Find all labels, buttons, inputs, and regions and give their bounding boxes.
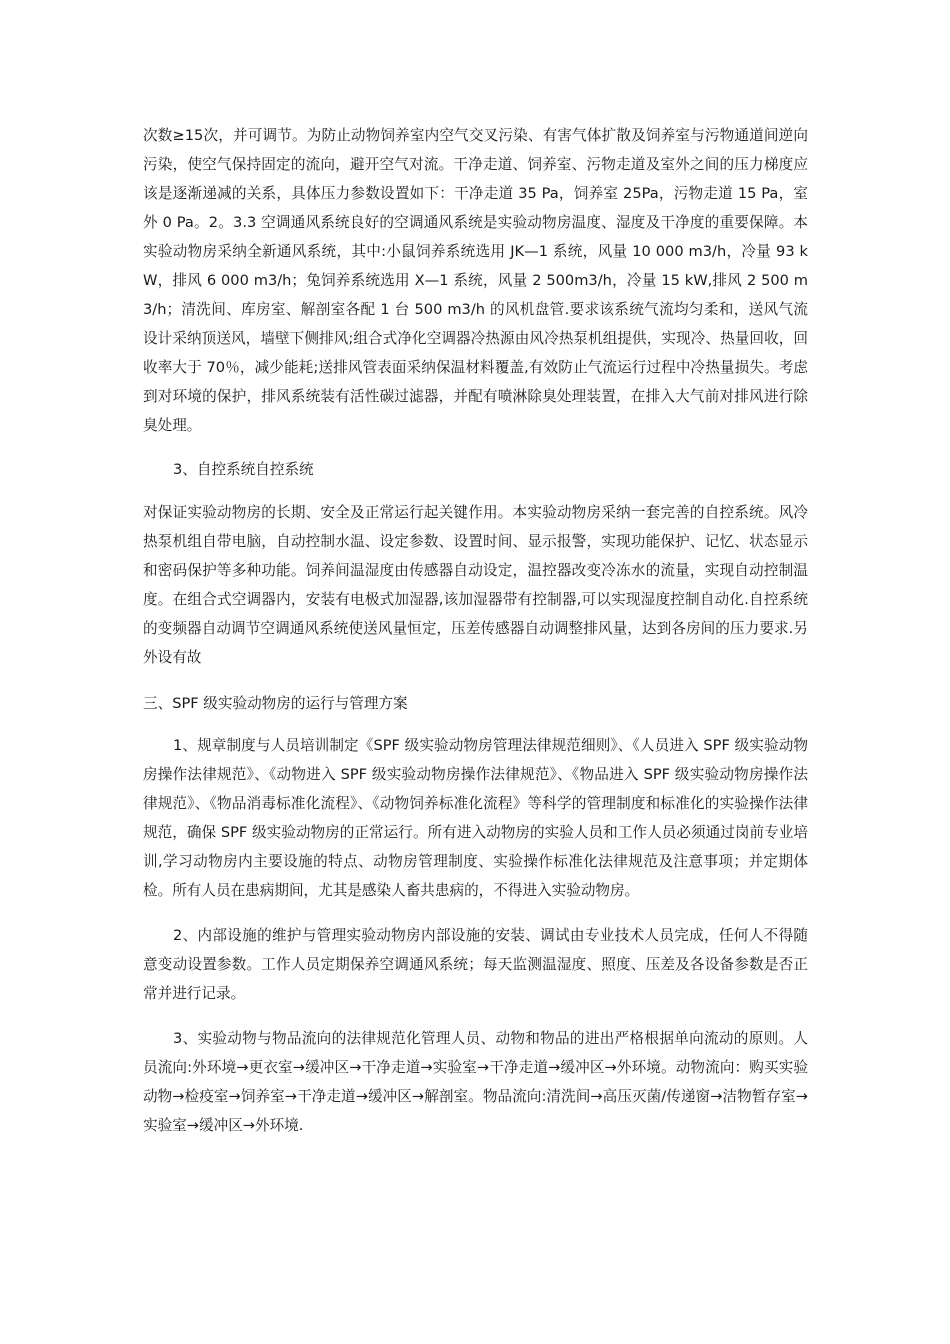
subheading-control-system: 3、自控系统自控系统 bbox=[173, 461, 314, 478]
paragraph-maintenance: 2、内部设施的维护与管理实验动物房内部设施的安装、调试由专业技术人员完成，任何人不得随意变动设置参数。工作人员定期保养空调通风系统；每天监测温湿度、照度、压差及各设备参数是否正常并进行记录。 bbox=[143, 927, 808, 1002]
paragraph-regulations: 1、规章制度与人员培训制定《SPF 级实验动物房管理法律规范细则》、《人员进入 SPF 级实验动物房操作法律规范》、《动物进入 SPF 级实验动物房操作法律规范》、《物品进入 SPF 级实验动物房操作法律规范》、《物品消毒标准化流程》、《动物饲养标准化流程》等科学的管理制度和标准化的实验操作法律规范，确保 SPF 级实验动物房的正常运行。所有进入动物房的实验人员和工作人员必须通过岗前专业培训,学习动物房内主要设施的特点、动物房管理制度、实验操作标准化法律规范及注意事项；并定期体检。所有人员在患病期间，尤其是感染人畜共患病的，不得进入实验动物房。 bbox=[143, 737, 808, 899]
section-heading-operation: 三、SPF 级实验动物房的运行与管理方案 bbox=[143, 695, 408, 712]
paragraph-control-system: 对保证实验动物房的长期、安全及正常运行起关键作用。本实验动物房采纳一套完善的自控系统。风冷热泵机组自带电脑，自动控制水温、设定参数、设置时间、显示报警，实现功能保护、记忆、状态显示和密码保护等多种功能。饲养间温湿度由传感器自动设定，温控器改变冷冻水的流量，实现自动控制温度。在组合式空调器内，安装有电极式加湿器,该加湿器带有控制器,可以实现湿度控制自动化.自控系统的变频器自动调节空调通风系统使送风量恒定，压差传感器自动调整排风量，达到各房间的压力要求.另外设有故 bbox=[143, 504, 808, 666]
document-body bbox=[143, 121, 808, 1140]
paragraph-flow-management: 3、实验动物与物品流向的法律规范化管理人员、动物和物品的进出严格根据单向流动的原则。人员流向:外环境→更衣室→缓冲区→干净走道→实验室→干净走道→缓冲区→外环境。动物流向：购买实验动物→检疫室→饲养室→干净走道→缓冲区→解剖室。物品流向:清洗间→高压灭菌/传递窗→洁物暂存室→实验室→缓冲区→外环境. bbox=[143, 1030, 808, 1134]
paragraph-ventilation: 次数≥15次，并可调节。为防止动物饲养室内空气交叉污染、有害气体扩散及饲养室与污物通道间逆向污染，使空气保持固定的流向，避开空气对流。干净走道、饲养室、污物走道及室外之间的压力梯度应该是逐渐递减的关系，具体压力参数设置如下：干净走道 35 Pa，饲养室 25Pa，污物走道 15 Pa，室外 0 Pa。2。3.3 空调通风系统良好的空调通风系统是实验动物房温度、湿度及干净度的重要保障。本实验动物房采纳全新通风系统，其中:小鼠饲养系统选用 JK—1 系统，风量 10 000 m3/h，冷量 93 kW，排风 6 000 m3/h；兔饲养系统选用 X—1 系统，风量 2 500m3/h，冷量 15 kW,排风 2 500 m3/h；清洗间、库房室、解剖室各配 1 台 500 m3/h 的风机盘管.要求该系统气流均匀柔和，送风气流设计采纳顶送风，墙壁下侧排风;组合式净化空调器冷热源由风冷热泵机组提供，实现冷、热量回收，回收率大于 70％，减少能耗;送排风管表面采纳保温材料覆盖,有效防止气流运行过程中冷热量损失。考虑到对环境的保护，排风系统装有活性碳过滤器，并配有喷淋除臭处理装置，在排入大气前对排风进行除臭处理。 bbox=[143, 127, 808, 434]
